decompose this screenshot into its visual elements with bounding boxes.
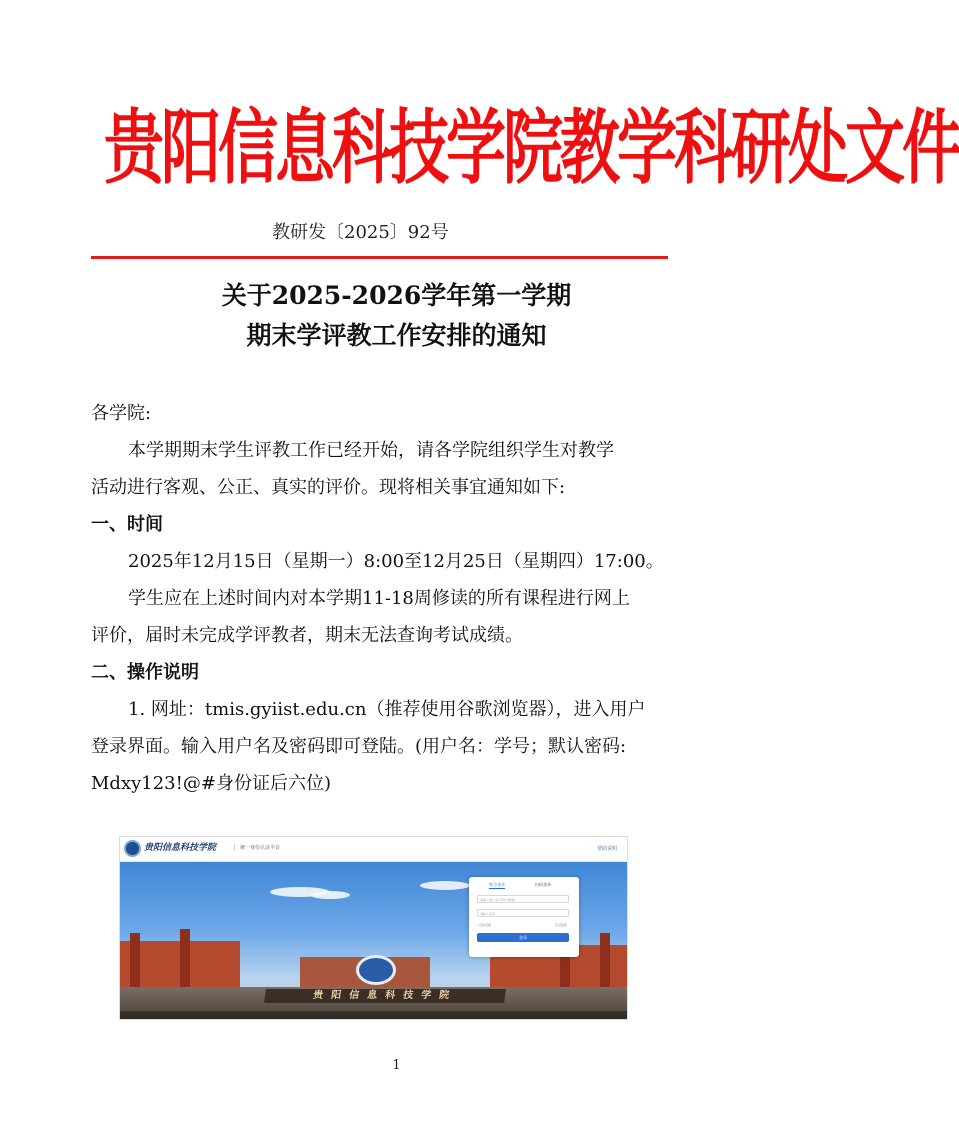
student-instruction-line-1: 学生应在上述时间内对本学期11-18周修读的所有课程进行网上	[128, 588, 630, 609]
section-heading-operation: 二、操作说明	[91, 662, 199, 683]
operation-line-1: 1. 网址：tmis.gyiist.edu.cn（推荐使用谷歌浏览器），进入用户	[128, 699, 646, 720]
tab-scan-login: 扫码登录	[535, 882, 551, 887]
forgot-password: 忘记密码	[555, 923, 568, 927]
intro-line-1: 本学期期末学生评教工作已经开始，请各学院组织学生对教学	[128, 440, 614, 461]
left-pillar	[130, 933, 140, 991]
gate-name-banner: 贵阳信息科技学院	[264, 989, 506, 1003]
login-panel	[469, 877, 579, 957]
notice-title-line-2: 期末学评教工作安排的通知	[246, 321, 547, 350]
help-link: 帮助说明	[596, 846, 617, 852]
username-field: 请输入用户名/手机号/邮箱	[477, 895, 569, 903]
student-instruction-line-2: 评价，届时未完成学评教者，期末无法查询考试成绩。	[91, 625, 523, 646]
notice-title-line-1: 关于2025-2026学年第一学期	[221, 281, 572, 310]
school-brand: 贵阳信息科技学院	[144, 843, 217, 853]
tab-account-login: 账号登录	[489, 882, 505, 887]
login-button: 登录	[477, 933, 569, 942]
masthead-title: 贵阳信息科技学院教学科研处文件	[104, 101, 959, 197]
document-number: 教研发〔2025〕92号	[272, 222, 449, 243]
login-header-bar	[120, 837, 627, 862]
remember-password: 记住密码	[479, 923, 492, 927]
password-field: 请输入密码	[477, 909, 569, 917]
school-seal-emblem	[356, 955, 396, 985]
red-divider	[91, 256, 668, 259]
operation-line-3: Mdxy123!@#身份证后六位)	[91, 773, 331, 794]
school-logo-icon	[124, 840, 141, 857]
right-pillar	[600, 933, 610, 991]
operation-line-2: 登录界面。输入用户名及密码即可登陆。(用户名：学号；默认密码:	[91, 736, 627, 757]
salutation: 各学院:	[91, 403, 152, 424]
left-pillar	[180, 929, 190, 991]
time-range-text: 2025年12月15日（星期一）8:00至12月25日（星期四）17:00。	[128, 551, 664, 572]
login-page-screenshot	[119, 836, 628, 1020]
section-heading-time: 一、时间	[91, 514, 163, 535]
cloud	[310, 891, 350, 899]
page-number: 1	[392, 1058, 401, 1073]
platform-name: 统一身份认证平台	[234, 844, 280, 851]
cloud	[420, 881, 470, 890]
intro-line-2: 活动进行客观、公正、真实的评价。现将相关事宜通知如下:	[91, 477, 566, 498]
screenshot-footer	[120, 1011, 627, 1019]
